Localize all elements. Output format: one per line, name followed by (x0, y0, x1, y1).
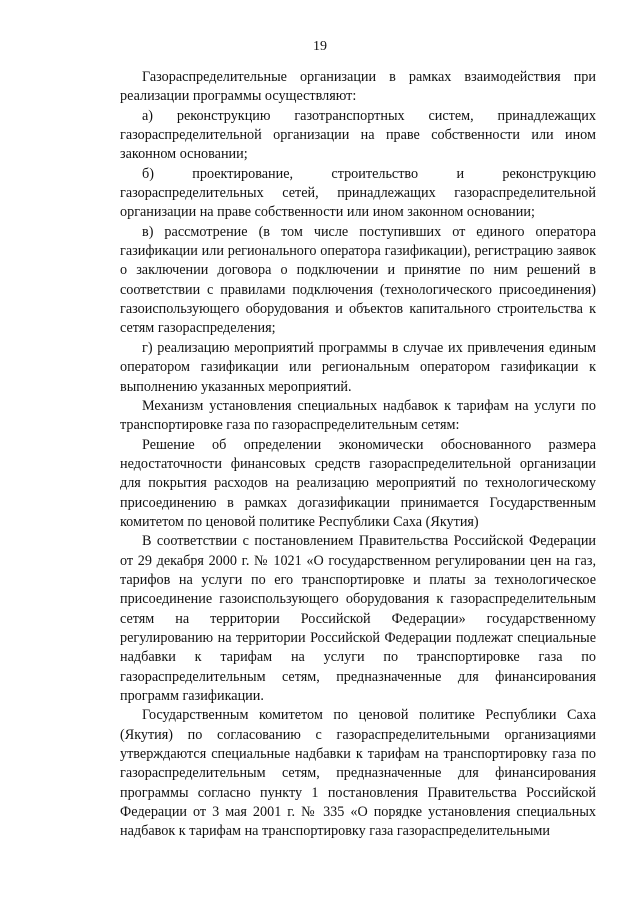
paragraph: Государственным комитетом по ценовой политике Республики Саха (Якутия) по согласованию с газораспределительными организациями утверждаются специальные надбавки к тарифам на транспортировку газа по газораспределительным сетям, предназначенные для финансирования программы согласно пункту 1 постановления Правительства Российской Федерации от 3 мая 2001 г. № 335 «О порядке установления специальных надбавок к тарифам на транспортировку газа газораспределительными (120, 707, 596, 840)
paragraph: Газораспределительные организации в рамках взаимодействия при реализации программы осуществляют: (120, 69, 596, 105)
document-body (120, 68, 596, 842)
paragraph: г) реализацию мероприятий программы в случае их привлечения единым оператором газификации или региональным оператором газификации к выполнению указанных мероприятий. (120, 339, 596, 395)
paragraph: В соответствии с постановлением Правительства Российской Федерации от 29 декабря 2000 г. № 1021 «О государственном регулировании цен на газ, тарифов на услуги по его транспортировке и платы за технологическое присоединение газоиспользующего оборудования к газораспределительным сетям на территории Российской Федерации» государственному регулированию на территории Российской Федерации подлежат специальные надбавки к тарифам на услуги по транспортировке газа по газораспределительным сетям, предназначенные для финансирования программ газификации. (120, 533, 596, 704)
paragraph: Механизм установления специальных надбавок к тарифам на услуги по транспортировке газа по газораспределительным сетям: (120, 397, 596, 434)
paragraph: в) рассмотрение (в том числе поступивших от единого оператора газификации или регионального оператора газификации), регистрацию заявок о заключении договора о подключении и принятие по ним решений в соответствии с правилами подключения (технологического присоединения) газоиспользующего оборудования и объектов капитального строительства к сетям газораспределения; (120, 223, 596, 337)
page-number: 19 (313, 39, 327, 54)
paragraph: б) проектирование, строительство и реконструкцию газораспределительных сетей, принадлежащих газораспределительной организации на праве собственности или ином законном основании; (120, 165, 596, 221)
paragraph: Решение об определении экономически обоснованного размера недостаточности финансовых средств газораспределительной организации для покрытия расходов на реализацию мероприятий по технологическому присоединению в рамках догазификации принимается Государственным комитетом по ценовой политике Республики Саха (Якутия) (120, 436, 596, 530)
paragraph: а) реконструкцию газотранспортных систем, принадлежащих газораспределительной организации на праве собственности или ином законном основании; (120, 107, 596, 163)
